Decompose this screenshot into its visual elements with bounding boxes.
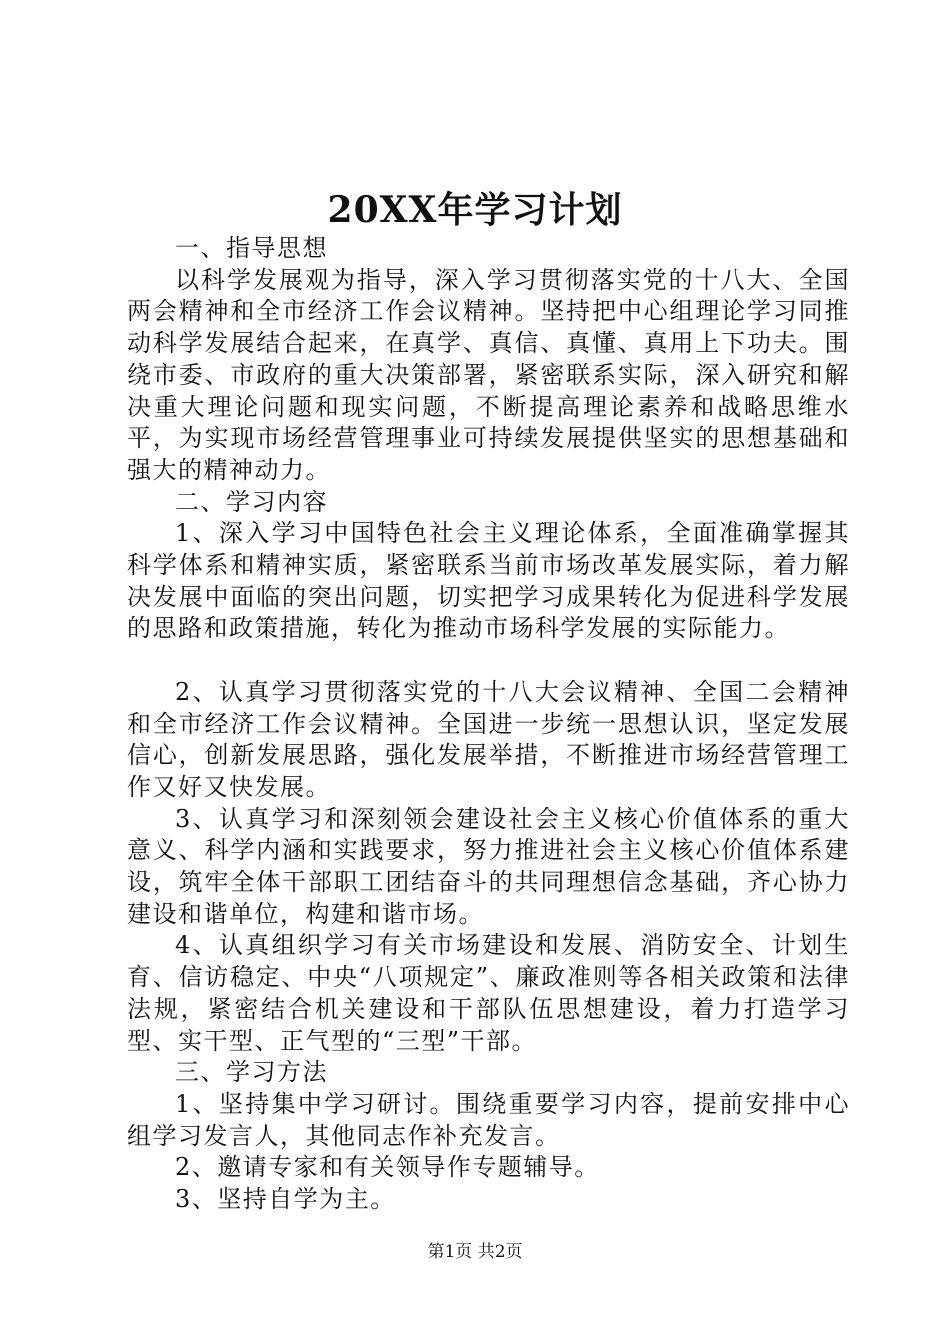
paragraph-content-item-3: 3、认真学习和深刻领会建设社会主义核心价值体系的重大意义、科学内涵和实践要求，努力推进社会主义核心价值体系建设，筑牢全体干部职工团结奋斗的共同理想信念基础，齐心协力建设和谐单位，构建和谐市场。 bbox=[127, 804, 850, 928]
paragraph-content-item-2: 2、认真学习贯彻落实党的十八大会议精神、全国二会精神和全市经济工作会议精神。全国进一步统一思想认识，坚定发展信心，创新发展思路，强化发展举措，不断推进市场经营管理工作又好又快发展。 bbox=[127, 677, 850, 801]
paragraph-method-item-1: 1、坚持集中学习研讨。围绕重要学习内容，提前安排中心组学习发言人，其他同志作补充发言。 bbox=[127, 1089, 850, 1150]
section-heading-study-method: 三、学习方法 bbox=[175, 1058, 328, 1087]
paragraph-content-item-1: 1、深入学习中国特色社会主义理论体系，全面准确掌握其科学体系和精神实质，紧密联系当前市场改革发展实际，着力解决发展中面临的突出问题，切实把学习成果转化为促进科学发展的思路和政策措施，转化为推动市场科学发展的实际能力。 bbox=[127, 519, 850, 643]
document-body bbox=[127, 233, 850, 1216]
section-heading-guiding-thought: 一、指导思想 bbox=[175, 234, 328, 262]
paragraph-content-item-4: 4、认真组织学习有关市场建设和发展、消防安全、计划生育、信访稳定、中央“八项规定”、廉政准则等各相关政策和法律法规，紧密结合机关建设和干部队伍思想建设，着力打造学习型、实干型、正气型的“三型”干部。 bbox=[127, 931, 850, 1055]
paragraph-method-item-3: 3、坚持自学为主。 bbox=[175, 1185, 396, 1214]
section-heading-study-content: 二、学习内容 bbox=[175, 487, 328, 516]
page-number-footer: 第1页 共2页 bbox=[427, 1242, 523, 1262]
document-title: 20XX年学习计划 bbox=[327, 189, 623, 231]
paragraph-guiding-thought: 以科学发展观为指导，深入学习贯彻落实党的十八大、全国两会精神和全市经济工作会议精神。坚持把中心组理论学习同推动科学发展结合起来，在真学、真信、真懂、真用上下功夫。围绕市委、市政府的重大决策部署，紧密联系实际，深入研究和解决重大理论问题和现实问题，不断提高理论素养和战略思维水平，为实现市场经营管理事业可持续发展提供坚实的思想基础和强大的精神动力。 bbox=[127, 265, 850, 484]
paragraph-method-item-2: 2、邀请专家和有关领导作专题辅导。 bbox=[175, 1153, 600, 1182]
